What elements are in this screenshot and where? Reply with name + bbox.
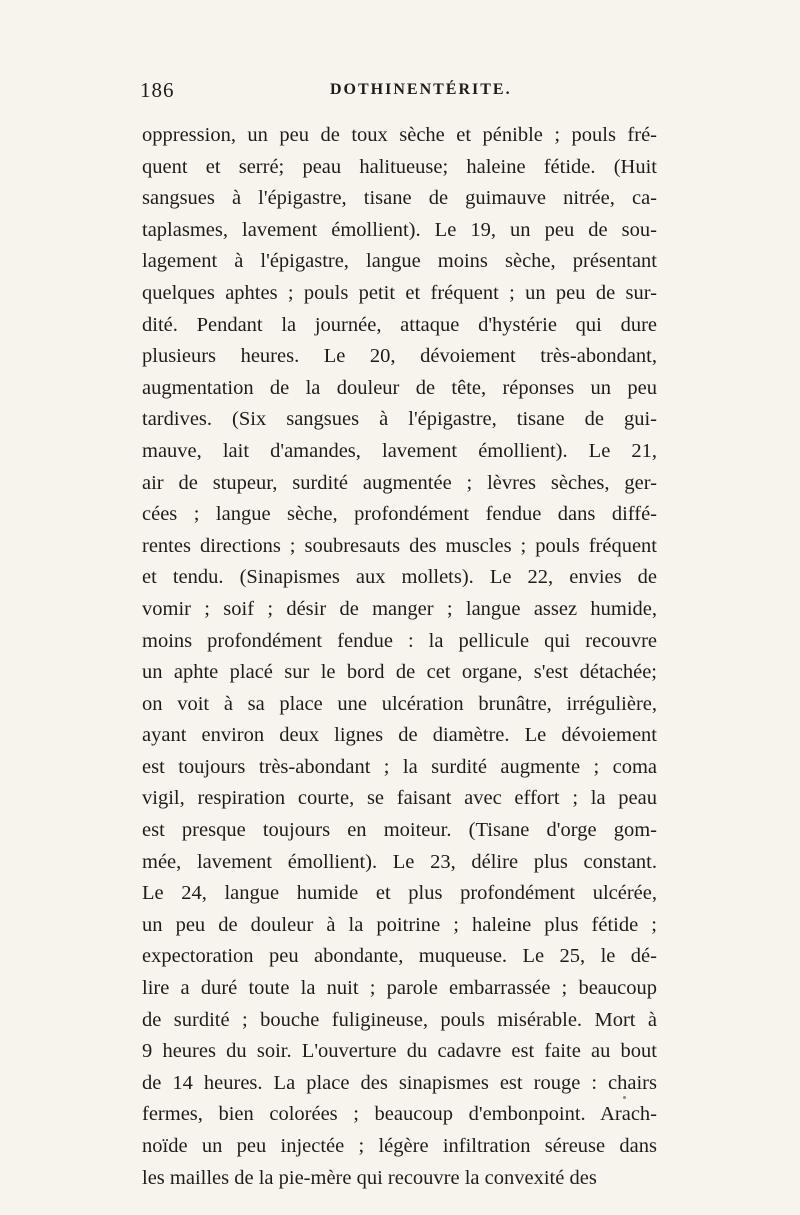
- text-line: quent et serré; peau halitueuse; haleine fétide. (Huit: [142, 155, 657, 178]
- text-line: tardives. (Six sangsues à l'épigastre, tisane de gui-: [142, 408, 657, 431]
- running-title: DOTHINENTÉRITE.: [330, 81, 512, 98]
- text-line: rentes directions ; soubresauts des muscles ; pouls fréquent: [142, 534, 657, 557]
- text-line: taplasmes, lavement émollient). Le 19, un peu de sou-: [142, 218, 657, 241]
- text-line: dité. Pendant la journée, attaque d'hystérie qui dure: [142, 313, 657, 336]
- text-line: air de stupeur, surdité augmentée ; lèvres sèches, ger-: [142, 471, 657, 494]
- text-line: et tendu. (Sinapismes aux mollets). Le 22, envies de: [142, 566, 657, 589]
- text-line: oppression, un peu de toux sèche et pénible ; pouls fré-: [142, 124, 657, 146]
- text-line: les mailles de la pie-mère qui recouvre la convexité des: [142, 1166, 597, 1189]
- text-line: sangsues à l'épigastre, tisane de guimauve nitrée, ca-: [142, 187, 657, 210]
- text-line: un aphte placé sur le bord de cet organe, s'est détachée;: [142, 661, 657, 684]
- text-line: mauve, lait d'amandes, lavement émollient). Le 21,: [142, 439, 657, 462]
- text-line: augmentation de la douleur de tête, réponses un peu: [142, 376, 657, 399]
- text-line: de surdité ; bouche fuligineuse, pouls misérable. Mort à: [142, 1008, 657, 1031]
- text-line: vigil, respiration courte, se faisant avec effort ; la peau: [142, 787, 657, 810]
- text-line: plusieurs heures. Le 20, dévoiement très-abondant,: [142, 345, 657, 368]
- print-mark: [623, 1096, 626, 1099]
- text-line: noïde un peu injectée ; légère infiltration séreuse dans: [142, 1135, 657, 1157]
- text-line: lagement à l'épigastre, langue moins sèche, présentant: [142, 250, 657, 273]
- text-line: moins profondément fendue : la pellicule qui recouvre: [142, 629, 657, 652]
- text-line: ayant environ deux lignes de diamètre. Le dévoiement: [142, 724, 657, 747]
- text-line: 9 heures du soir. L'ouverture du cadavre est faite au bout: [142, 1040, 657, 1063]
- text-line: vomir ; soif ; désir de manger ; langue assez humide,: [142, 597, 657, 620]
- text-line: fermes, bien colorées ; beaucoup d'embonpoint. Arach-: [142, 1103, 657, 1126]
- text-line: on voit à sa place une ulcération brunâtre, irrégulière,: [142, 692, 657, 715]
- text-line: un peu de douleur à la poitrine ; haleine plus fétide ;: [142, 913, 657, 936]
- text-line: mée, lavement émollient). Le 23, délire plus constant.: [142, 850, 657, 873]
- body-text: [142, 120, 657, 1194]
- text-line: est toujours très-abondant ; la surdité augmente ; coma: [142, 755, 657, 778]
- text-line: Le 24, langue humide et plus profondément ulcérée,: [142, 882, 657, 905]
- page-header: [140, 78, 660, 108]
- text-line: expectoration peu abondante, muqueuse. Le 25, le dé-: [142, 945, 657, 968]
- text-line: quelques aphtes ; pouls petit et fréquent ; un peu de sur-: [142, 281, 657, 304]
- text-line: de 14 heures. La place des sinapismes est rouge : chairs: [142, 1071, 657, 1094]
- text-line: est presque toujours en moiteur. (Tisane d'orge gom-: [142, 819, 657, 842]
- page-number: 186: [140, 78, 175, 102]
- text-line: cées ; langue sèche, profondément fendue dans diffé-: [142, 503, 657, 526]
- text-line: lire a duré toute la nuit ; parole embarrassée ; beaucoup: [142, 977, 657, 1000]
